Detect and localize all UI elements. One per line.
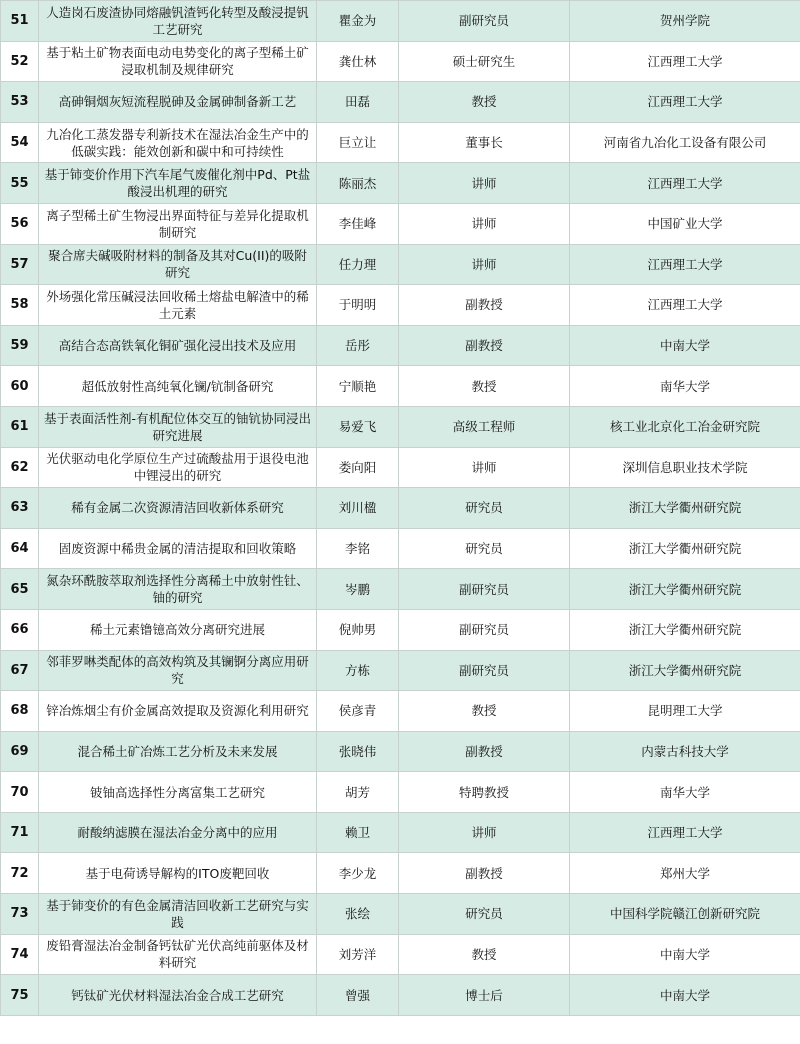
speaker-position: 副研究员 — [399, 650, 570, 691]
speaker-position: 教授 — [399, 691, 570, 732]
speaker-organization: 浙江大学衢州研究院 — [570, 528, 800, 569]
row-number: 53 — [1, 82, 39, 123]
speaker-position: 副研究员 — [399, 569, 570, 610]
row-number: 65 — [1, 569, 39, 610]
speaker-organization: 江西理工大学 — [570, 285, 800, 326]
speaker-position: 博士后 — [399, 975, 570, 1016]
speaker-organization: 核工业北京化工冶金研究院 — [570, 406, 800, 447]
report-title: 固废资源中稀贵金属的清洁提取和回收策略 — [39, 528, 317, 569]
row-number: 61 — [1, 406, 39, 447]
table-row — [1, 731, 800, 772]
speaker-organization: 江西理工大学 — [570, 244, 800, 285]
report-title: 人造岗石废渣协同熔融钒渣钙化转型及酸浸提钒工艺研究 — [39, 1, 317, 42]
report-title: 耐酸纳滤膜在湿法冶金分离中的应用 — [39, 812, 317, 853]
report-title: 稀有金属二次资源清洁回收新体系研究 — [39, 488, 317, 529]
report-title: 离子型稀土矿生物浸出界面特征与差异化提取机制研究 — [39, 203, 317, 244]
speaker-organization: 深圳信息职业技术学院 — [570, 447, 800, 488]
speaker-position: 教授 — [399, 366, 570, 407]
row-number: 60 — [1, 366, 39, 407]
speaker-organization: 昆明理工大学 — [570, 691, 800, 732]
report-title: 光伏驱动电化学原位生产过硫酸盐用于退役电池中锂浸出的研究 — [39, 447, 317, 488]
speaker-organization: 中南大学 — [570, 325, 800, 366]
speaker-organization: 江西理工大学 — [570, 163, 800, 204]
table-row — [1, 772, 800, 813]
report-title: 高结合态高铁氧化铜矿强化浸出技术及应用 — [39, 325, 317, 366]
row-number: 63 — [1, 488, 39, 529]
speaker-organization: 浙江大学衢州研究院 — [570, 650, 800, 691]
report-title: 混合稀土矿冶炼工艺分析及未来发展 — [39, 731, 317, 772]
speaker-name: 刘芳洋 — [317, 934, 399, 975]
table-row — [1, 528, 800, 569]
report-title: 外场强化常压碱浸法回收稀土熔盐电解渣中的稀土元素 — [39, 285, 317, 326]
speaker-position: 副教授 — [399, 853, 570, 894]
report-title: 九冶化工蒸发器专利新技术在湿法冶金生产中的低碳实践：能效创新和碳中和可持续性 — [39, 122, 317, 163]
speaker-name: 方栋 — [317, 650, 399, 691]
speaker-name: 李佳峰 — [317, 203, 399, 244]
speaker-name: 瞿金为 — [317, 1, 399, 42]
row-number: 58 — [1, 285, 39, 326]
table-row — [1, 406, 800, 447]
speaker-organization: 中国矿业大学 — [570, 203, 800, 244]
speaker-position: 副教授 — [399, 325, 570, 366]
row-number: 56 — [1, 203, 39, 244]
table-row — [1, 122, 800, 163]
table-row — [1, 934, 800, 975]
table-row — [1, 244, 800, 285]
speaker-organization: 浙江大学衢州研究院 — [570, 569, 800, 610]
speaker-organization: 浙江大学衢州研究院 — [570, 488, 800, 529]
row-number: 68 — [1, 691, 39, 732]
speaker-organization: 郑州大学 — [570, 853, 800, 894]
row-number: 70 — [1, 772, 39, 813]
speaker-name: 张晓伟 — [317, 731, 399, 772]
row-number: 57 — [1, 244, 39, 285]
speaker-name: 岑鹏 — [317, 569, 399, 610]
report-title: 铍铀高选择性分离富集工艺研究 — [39, 772, 317, 813]
speaker-name: 宁顺艳 — [317, 366, 399, 407]
speaker-organization: 浙江大学衢州研究院 — [570, 609, 800, 650]
row-number: 55 — [1, 163, 39, 204]
table-row — [1, 366, 800, 407]
row-number: 66 — [1, 609, 39, 650]
speaker-name: 胡芳 — [317, 772, 399, 813]
row-number: 52 — [1, 41, 39, 82]
table-row — [1, 853, 800, 894]
report-title: 废铅膏湿法冶金制备钙钛矿光伏高纯前驱体及材料研究 — [39, 934, 317, 975]
report-title: 基于电荷诱导解构的ITO废靶回收 — [39, 853, 317, 894]
speaker-position: 董事长 — [399, 122, 570, 163]
table-row — [1, 163, 800, 204]
row-number: 54 — [1, 122, 39, 163]
report-title: 稀土元素镥镱高效分离研究进展 — [39, 609, 317, 650]
speaker-name: 张绘 — [317, 894, 399, 935]
speaker-name: 娄向阳 — [317, 447, 399, 488]
speaker-position: 特聘教授 — [399, 772, 570, 813]
table-row — [1, 488, 800, 529]
speaker-name: 李少龙 — [317, 853, 399, 894]
table-row — [1, 285, 800, 326]
table-row — [1, 447, 800, 488]
speaker-organization: 南华大学 — [570, 772, 800, 813]
speaker-name: 巨立让 — [317, 122, 399, 163]
row-number: 59 — [1, 325, 39, 366]
speaker-position: 讲师 — [399, 244, 570, 285]
report-title: 锌冶炼烟尘有价金属高效提取及资源化利用研究 — [39, 691, 317, 732]
report-title: 钙钛矿光伏材料湿法冶金合成工艺研究 — [39, 975, 317, 1016]
speaker-position: 讲师 — [399, 203, 570, 244]
report-title: 基于铈变价作用下汽车尾气废催化剂中Pd、Pt盐酸浸出机理的研究 — [39, 163, 317, 204]
report-title: 基于铈变价的有色金属清洁回收新工艺研究与实践 — [39, 894, 317, 935]
speaker-name: 于明明 — [317, 285, 399, 326]
table-row — [1, 975, 800, 1016]
speaker-organization: 江西理工大学 — [570, 812, 800, 853]
report-title: 邻菲罗啉类配体的高效构筑及其镧锕分离应用研究 — [39, 650, 317, 691]
speaker-position: 硕士研究生 — [399, 41, 570, 82]
row-number: 64 — [1, 528, 39, 569]
speaker-position: 讲师 — [399, 447, 570, 488]
speaker-organization: 中国科学院赣江创新研究院 — [570, 894, 800, 935]
speaker-name: 田磊 — [317, 82, 399, 123]
table-row — [1, 41, 800, 82]
speaker-organization: 江西理工大学 — [570, 82, 800, 123]
table-row — [1, 812, 800, 853]
speaker-organization: 江西理工大学 — [570, 41, 800, 82]
speaker-organization: 中南大学 — [570, 975, 800, 1016]
speaker-position: 高级工程师 — [399, 406, 570, 447]
speaker-name: 岳彤 — [317, 325, 399, 366]
speaker-position: 副研究员 — [399, 609, 570, 650]
speaker-position: 讲师 — [399, 163, 570, 204]
report-title: 基于表面活性剂-有机配位体交互的铀钪协同浸出研究进展 — [39, 406, 317, 447]
row-number: 75 — [1, 975, 39, 1016]
speaker-organization: 南华大学 — [570, 366, 800, 407]
speaker-position: 副研究员 — [399, 1, 570, 42]
table-row — [1, 569, 800, 610]
row-number: 69 — [1, 731, 39, 772]
speaker-name: 易爱飞 — [317, 406, 399, 447]
speaker-position: 教授 — [399, 82, 570, 123]
speaker-name: 陈丽杰 — [317, 163, 399, 204]
speaker-position: 副教授 — [399, 285, 570, 326]
speaker-name: 李铭 — [317, 528, 399, 569]
report-title: 聚合席夫碱吸附材料的制备及其对Cu(II)的吸附研究 — [39, 244, 317, 285]
speaker-name: 侯彦青 — [317, 691, 399, 732]
table-row — [1, 82, 800, 123]
table-row — [1, 650, 800, 691]
table-row — [1, 894, 800, 935]
row-number: 51 — [1, 1, 39, 42]
speaker-position: 研究员 — [399, 488, 570, 529]
row-number: 74 — [1, 934, 39, 975]
speaker-name: 刘川楹 — [317, 488, 399, 529]
row-number: 72 — [1, 853, 39, 894]
speaker-name: 龚仕林 — [317, 41, 399, 82]
report-table-body — [1, 1, 800, 1016]
speaker-organization: 中南大学 — [570, 934, 800, 975]
table-row — [1, 325, 800, 366]
row-number: 71 — [1, 812, 39, 853]
table-row — [1, 1, 800, 42]
speaker-organization: 贺州学院 — [570, 1, 800, 42]
report-title: 高砷铜烟灰短流程脱砷及金属砷制备新工艺 — [39, 82, 317, 123]
speaker-name: 倪帅男 — [317, 609, 399, 650]
speaker-position: 副教授 — [399, 731, 570, 772]
report-title: 氮杂环酰胺萃取剂选择性分离稀土中放射性钍、铀的研究 — [39, 569, 317, 610]
table-row — [1, 203, 800, 244]
speaker-name: 赖卫 — [317, 812, 399, 853]
row-number: 67 — [1, 650, 39, 691]
table-row — [1, 691, 800, 732]
speaker-organization: 河南省九冶化工设备有限公司 — [570, 122, 800, 163]
table-row — [1, 609, 800, 650]
speaker-position: 研究员 — [399, 528, 570, 569]
speaker-name: 任力理 — [317, 244, 399, 285]
report-title: 超低放射性高纯氧化镧/钪制备研究 — [39, 366, 317, 407]
report-title: 基于粘土矿物表面电动电势变化的离子型稀土矿浸取机制及规律研究 — [39, 41, 317, 82]
speaker-name: 曾强 — [317, 975, 399, 1016]
speaker-position: 讲师 — [399, 812, 570, 853]
speaker-organization: 内蒙古科技大学 — [570, 731, 800, 772]
speaker-position: 教授 — [399, 934, 570, 975]
row-number: 73 — [1, 894, 39, 935]
speaker-position: 研究员 — [399, 894, 570, 935]
row-number: 62 — [1, 447, 39, 488]
